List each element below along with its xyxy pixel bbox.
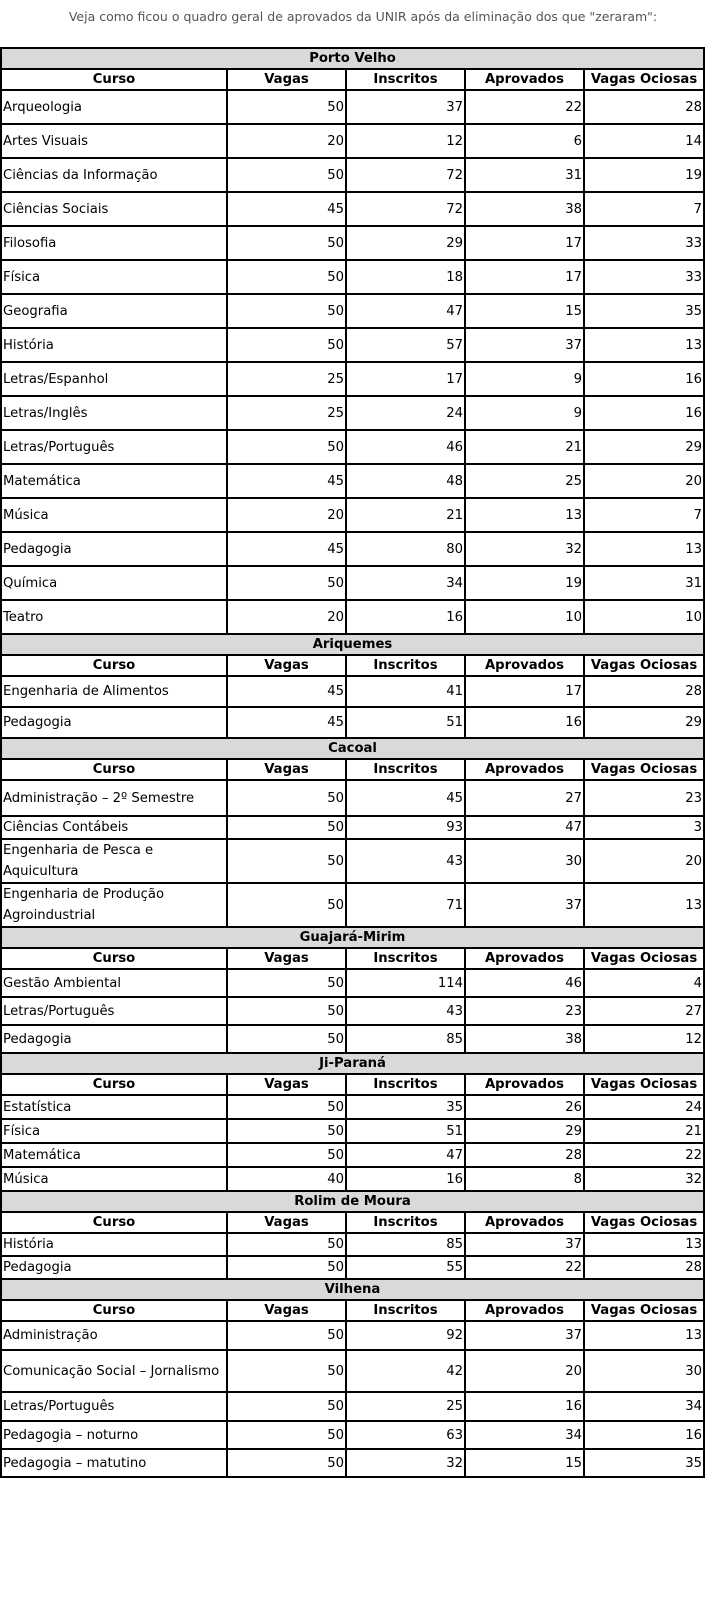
number-cell: 47 (346, 294, 465, 328)
course-name-cell: História (1, 328, 227, 362)
column-header: Curso (1, 655, 227, 676)
course-name-cell: Pedagogia – matutino (1, 1449, 227, 1477)
campus-header-row (1, 738, 704, 759)
course-name-cell: Arqueologia (1, 90, 227, 124)
number-cell: 6 (465, 124, 584, 158)
table-row (1, 566, 704, 600)
number-cell: 19 (584, 158, 704, 192)
number-cell: 31 (584, 566, 704, 600)
column-header: Vagas (227, 655, 346, 676)
campus-header-row (1, 927, 704, 948)
number-cell: 50 (227, 780, 346, 816)
number-cell: 26 (465, 1095, 584, 1119)
number-cell: 33 (584, 260, 704, 294)
course-name-cell: Física (1, 1119, 227, 1143)
number-cell: 25 (465, 464, 584, 498)
course-name-cell: Música (1, 498, 227, 532)
number-cell: 50 (227, 1321, 346, 1350)
course-name-cell: Ciências Sociais (1, 192, 227, 226)
number-cell: 20 (227, 498, 346, 532)
number-cell: 37 (465, 1233, 584, 1256)
number-cell: 4 (584, 969, 704, 997)
number-cell: 7 (584, 192, 704, 226)
column-header-row (1, 759, 704, 780)
number-cell: 13 (465, 498, 584, 532)
number-cell: 28 (584, 90, 704, 124)
number-cell: 16 (584, 396, 704, 430)
number-cell: 29 (584, 430, 704, 464)
number-cell: 10 (465, 600, 584, 634)
number-cell: 50 (227, 1025, 346, 1053)
number-cell: 18 (346, 260, 465, 294)
course-name-cell: Letras/Inglês (1, 396, 227, 430)
table-row (1, 260, 704, 294)
column-header: Inscritos (346, 1212, 465, 1233)
number-cell: 57 (346, 328, 465, 362)
column-header: Aprovados (465, 1212, 584, 1233)
number-cell: 8 (465, 1167, 584, 1191)
course-name-cell: Ciências Contábeis (1, 816, 227, 839)
number-cell: 50 (227, 430, 346, 464)
number-cell: 50 (227, 566, 346, 600)
column-header: Vagas (227, 948, 346, 969)
column-header-row (1, 69, 704, 90)
course-name-cell: Estatística (1, 1095, 227, 1119)
course-name-cell: Comunicação Social – Jornalismo (1, 1350, 227, 1392)
number-cell: 27 (465, 780, 584, 816)
table-row (1, 816, 704, 839)
number-cell: 24 (346, 396, 465, 430)
number-cell: 40 (227, 1167, 346, 1191)
table-row (1, 90, 704, 124)
number-cell: 12 (584, 1025, 704, 1053)
number-cell: 50 (227, 883, 346, 927)
column-header-row (1, 1212, 704, 1233)
number-cell: 28 (584, 1256, 704, 1279)
campus-name: Ji-Paraná (1, 1053, 704, 1074)
number-cell: 85 (346, 1025, 465, 1053)
number-cell: 45 (346, 780, 465, 816)
course-name-cell: Ciências da Informação (1, 158, 227, 192)
table-body (1, 48, 704, 1477)
number-cell: 17 (465, 676, 584, 707)
number-cell: 35 (346, 1095, 465, 1119)
number-cell: 50 (227, 1119, 346, 1143)
number-cell: 46 (346, 430, 465, 464)
table-row (1, 676, 704, 707)
number-cell: 16 (584, 362, 704, 396)
course-name-cell: História (1, 1233, 227, 1256)
number-cell: 51 (346, 707, 465, 738)
number-cell: 34 (346, 566, 465, 600)
number-cell: 15 (465, 1449, 584, 1477)
table-row (1, 883, 704, 927)
number-cell: 7 (584, 498, 704, 532)
number-cell: 63 (346, 1421, 465, 1449)
number-cell: 38 (465, 1025, 584, 1053)
number-cell: 92 (346, 1321, 465, 1350)
course-name-cell: Física (1, 260, 227, 294)
number-cell: 13 (584, 1321, 704, 1350)
course-name-cell: Engenharia de Produção Agroindustrial (1, 883, 227, 927)
table-row (1, 839, 704, 883)
number-cell: 50 (227, 839, 346, 883)
table-row (1, 192, 704, 226)
number-cell: 32 (346, 1449, 465, 1477)
column-header: Curso (1, 1074, 227, 1095)
table-row (1, 600, 704, 634)
course-name-cell: Administração – 2º Semestre (1, 780, 227, 816)
number-cell: 34 (584, 1392, 704, 1421)
number-cell: 45 (227, 532, 346, 566)
table-row (1, 1233, 704, 1256)
campus-name: Guajará-Mirim (1, 927, 704, 948)
number-cell: 31 (465, 158, 584, 192)
table-row (1, 1321, 704, 1350)
number-cell: 28 (465, 1143, 584, 1167)
number-cell: 50 (227, 816, 346, 839)
course-name-cell: Pedagogia – noturno (1, 1421, 227, 1449)
course-name-cell: Engenharia de Pesca e Aquicultura (1, 839, 227, 883)
number-cell: 50 (227, 1350, 346, 1392)
number-cell: 20 (584, 464, 704, 498)
column-header: Inscritos (346, 759, 465, 780)
number-cell: 28 (584, 676, 704, 707)
course-name-cell: Letras/Português (1, 430, 227, 464)
number-cell: 30 (465, 839, 584, 883)
table-row (1, 1095, 704, 1119)
course-name-cell: Administração (1, 1321, 227, 1350)
column-header: Inscritos (346, 1300, 465, 1321)
number-cell: 43 (346, 839, 465, 883)
number-cell: 22 (465, 90, 584, 124)
column-header: Aprovados (465, 1074, 584, 1095)
course-name-cell: Filosofia (1, 226, 227, 260)
number-cell: 13 (584, 532, 704, 566)
course-name-cell: Química (1, 566, 227, 600)
number-cell: 85 (346, 1233, 465, 1256)
number-cell: 24 (584, 1095, 704, 1119)
number-cell: 14 (584, 124, 704, 158)
number-cell: 48 (346, 464, 465, 498)
number-cell: 21 (346, 498, 465, 532)
column-header: Inscritos (346, 69, 465, 90)
table-row (1, 707, 704, 738)
number-cell: 13 (584, 328, 704, 362)
number-cell: 35 (584, 294, 704, 328)
column-header: Aprovados (465, 759, 584, 780)
number-cell: 3 (584, 816, 704, 839)
number-cell: 72 (346, 192, 465, 226)
campus-name: Vilhena (1, 1279, 704, 1300)
number-cell: 17 (465, 260, 584, 294)
number-cell: 45 (227, 707, 346, 738)
number-cell: 45 (227, 464, 346, 498)
course-name-cell: Geografia (1, 294, 227, 328)
course-name-cell: Engenharia de Alimentos (1, 676, 227, 707)
table-row (1, 362, 704, 396)
campus-header-row (1, 1191, 704, 1212)
number-cell: 16 (346, 1167, 465, 1191)
column-header: Vagas Ociosas (584, 1300, 704, 1321)
table-row (1, 780, 704, 816)
results-table (0, 47, 705, 1478)
table-row (1, 226, 704, 260)
number-cell: 38 (465, 192, 584, 226)
number-cell: 46 (465, 969, 584, 997)
number-cell: 47 (346, 1143, 465, 1167)
number-cell: 29 (584, 707, 704, 738)
campus-name: Cacoal (1, 738, 704, 759)
number-cell: 13 (584, 883, 704, 927)
number-cell: 21 (584, 1119, 704, 1143)
column-header: Aprovados (465, 655, 584, 676)
column-header: Vagas (227, 759, 346, 780)
column-header-row (1, 655, 704, 676)
number-cell: 15 (465, 294, 584, 328)
number-cell: 20 (227, 124, 346, 158)
campus-name: Porto Velho (1, 48, 704, 69)
intro-text: Veja como ficou o quadro geral de aprovados da UNIR após da eliminação dos que "zeraram": (68, 9, 658, 24)
course-name-cell: Pedagogia (1, 707, 227, 738)
table-row (1, 430, 704, 464)
number-cell: 16 (465, 707, 584, 738)
number-cell: 16 (584, 1421, 704, 1449)
column-header: Inscritos (346, 655, 465, 676)
table-row (1, 1350, 704, 1392)
number-cell: 22 (584, 1143, 704, 1167)
column-header: Curso (1, 1212, 227, 1233)
table-row (1, 1256, 704, 1279)
number-cell: 25 (227, 362, 346, 396)
number-cell: 50 (227, 328, 346, 362)
number-cell: 80 (346, 532, 465, 566)
number-cell: 50 (227, 1233, 346, 1256)
number-cell: 50 (227, 997, 346, 1025)
number-cell: 25 (346, 1392, 465, 1421)
number-cell: 50 (227, 158, 346, 192)
table-row (1, 124, 704, 158)
campus-header-row (1, 634, 704, 655)
table-row (1, 328, 704, 362)
number-cell: 50 (227, 969, 346, 997)
table-row (1, 969, 704, 997)
number-cell: 16 (346, 600, 465, 634)
number-cell: 25 (227, 396, 346, 430)
number-cell: 50 (227, 1421, 346, 1449)
number-cell: 50 (227, 1256, 346, 1279)
course-name-cell: Pedagogia (1, 1025, 227, 1053)
column-header: Vagas (227, 1074, 346, 1095)
number-cell: 23 (584, 780, 704, 816)
number-cell: 34 (465, 1421, 584, 1449)
campus-header-row (1, 1053, 704, 1074)
number-cell: 50 (227, 1143, 346, 1167)
number-cell: 51 (346, 1119, 465, 1143)
table-row (1, 532, 704, 566)
number-cell: 50 (227, 226, 346, 260)
table-row (1, 997, 704, 1025)
number-cell: 50 (227, 1392, 346, 1421)
column-header: Curso (1, 1300, 227, 1321)
course-name-cell: Matemática (1, 464, 227, 498)
table-row (1, 1421, 704, 1449)
column-header: Inscritos (346, 1074, 465, 1095)
column-header: Vagas Ociosas (584, 1074, 704, 1095)
number-cell: 13 (584, 1233, 704, 1256)
number-cell: 21 (465, 430, 584, 464)
table-row (1, 1143, 704, 1167)
campus-name: Rolim de Moura (1, 1191, 704, 1212)
course-name-cell: Música (1, 1167, 227, 1191)
course-name-cell: Letras/Português (1, 997, 227, 1025)
number-cell: 45 (227, 676, 346, 707)
column-header: Vagas Ociosas (584, 69, 704, 90)
number-cell: 19 (465, 566, 584, 600)
column-header: Vagas Ociosas (584, 1212, 704, 1233)
number-cell: 30 (584, 1350, 704, 1392)
column-header-row (1, 1300, 704, 1321)
table-row (1, 1392, 704, 1421)
course-name-cell: Letras/Espanhol (1, 362, 227, 396)
number-cell: 114 (346, 969, 465, 997)
number-cell: 50 (227, 1095, 346, 1119)
course-name-cell: Gestão Ambiental (1, 969, 227, 997)
table-row (1, 396, 704, 430)
column-header-row (1, 1074, 704, 1095)
number-cell: 16 (465, 1392, 584, 1421)
number-cell: 42 (346, 1350, 465, 1392)
number-cell: 22 (465, 1256, 584, 1279)
spacer (0, 35, 726, 47)
number-cell: 55 (346, 1256, 465, 1279)
number-cell: 32 (465, 532, 584, 566)
number-cell: 37 (346, 90, 465, 124)
number-cell: 32 (584, 1167, 704, 1191)
column-header: Aprovados (465, 69, 584, 90)
number-cell: 27 (584, 997, 704, 1025)
number-cell: 50 (227, 90, 346, 124)
column-header: Vagas (227, 1300, 346, 1321)
column-header-row (1, 948, 704, 969)
number-cell: 35 (584, 1449, 704, 1477)
table-row (1, 1025, 704, 1053)
table-row (1, 1167, 704, 1191)
column-header: Vagas Ociosas (584, 655, 704, 676)
campus-header-row (1, 48, 704, 69)
number-cell: 20 (227, 600, 346, 634)
table-row (1, 1449, 704, 1477)
campus-header-row (1, 1279, 704, 1300)
column-header: Curso (1, 759, 227, 780)
number-cell: 20 (584, 839, 704, 883)
number-cell: 33 (584, 226, 704, 260)
column-header: Curso (1, 948, 227, 969)
course-name-cell: Pedagogia (1, 1256, 227, 1279)
column-header: Inscritos (346, 948, 465, 969)
table-row (1, 158, 704, 192)
number-cell: 93 (346, 816, 465, 839)
number-cell: 17 (346, 362, 465, 396)
course-name-cell: Letras/Português (1, 1392, 227, 1421)
column-header: Curso (1, 69, 227, 90)
number-cell: 41 (346, 676, 465, 707)
column-header: Vagas Ociosas (584, 759, 704, 780)
number-cell: 9 (465, 396, 584, 430)
course-name-cell: Artes Visuais (1, 124, 227, 158)
table-row (1, 294, 704, 328)
number-cell: 50 (227, 294, 346, 328)
number-cell: 43 (346, 997, 465, 1025)
number-cell: 50 (227, 1449, 346, 1477)
course-name-cell: Matemática (1, 1143, 227, 1167)
number-cell: 9 (465, 362, 584, 396)
number-cell: 23 (465, 997, 584, 1025)
number-cell: 50 (227, 260, 346, 294)
number-cell: 47 (465, 816, 584, 839)
number-cell: 71 (346, 883, 465, 927)
course-name-cell: Teatro (1, 600, 227, 634)
number-cell: 10 (584, 600, 704, 634)
number-cell: 45 (227, 192, 346, 226)
number-cell: 37 (465, 1321, 584, 1350)
table-row (1, 464, 704, 498)
column-header: Vagas (227, 69, 346, 90)
number-cell: 37 (465, 328, 584, 362)
number-cell: 29 (465, 1119, 584, 1143)
campus-name: Ariquemes (1, 634, 704, 655)
column-header: Aprovados (465, 948, 584, 969)
table-row (1, 498, 704, 532)
column-header: Aprovados (465, 1300, 584, 1321)
column-header: Vagas (227, 1212, 346, 1233)
number-cell: 37 (465, 883, 584, 927)
number-cell: 29 (346, 226, 465, 260)
number-cell: 12 (346, 124, 465, 158)
number-cell: 17 (465, 226, 584, 260)
number-cell: 20 (465, 1350, 584, 1392)
number-cell: 72 (346, 158, 465, 192)
course-name-cell: Pedagogia (1, 532, 227, 566)
column-header: Vagas Ociosas (584, 948, 704, 969)
table-row (1, 1119, 704, 1143)
